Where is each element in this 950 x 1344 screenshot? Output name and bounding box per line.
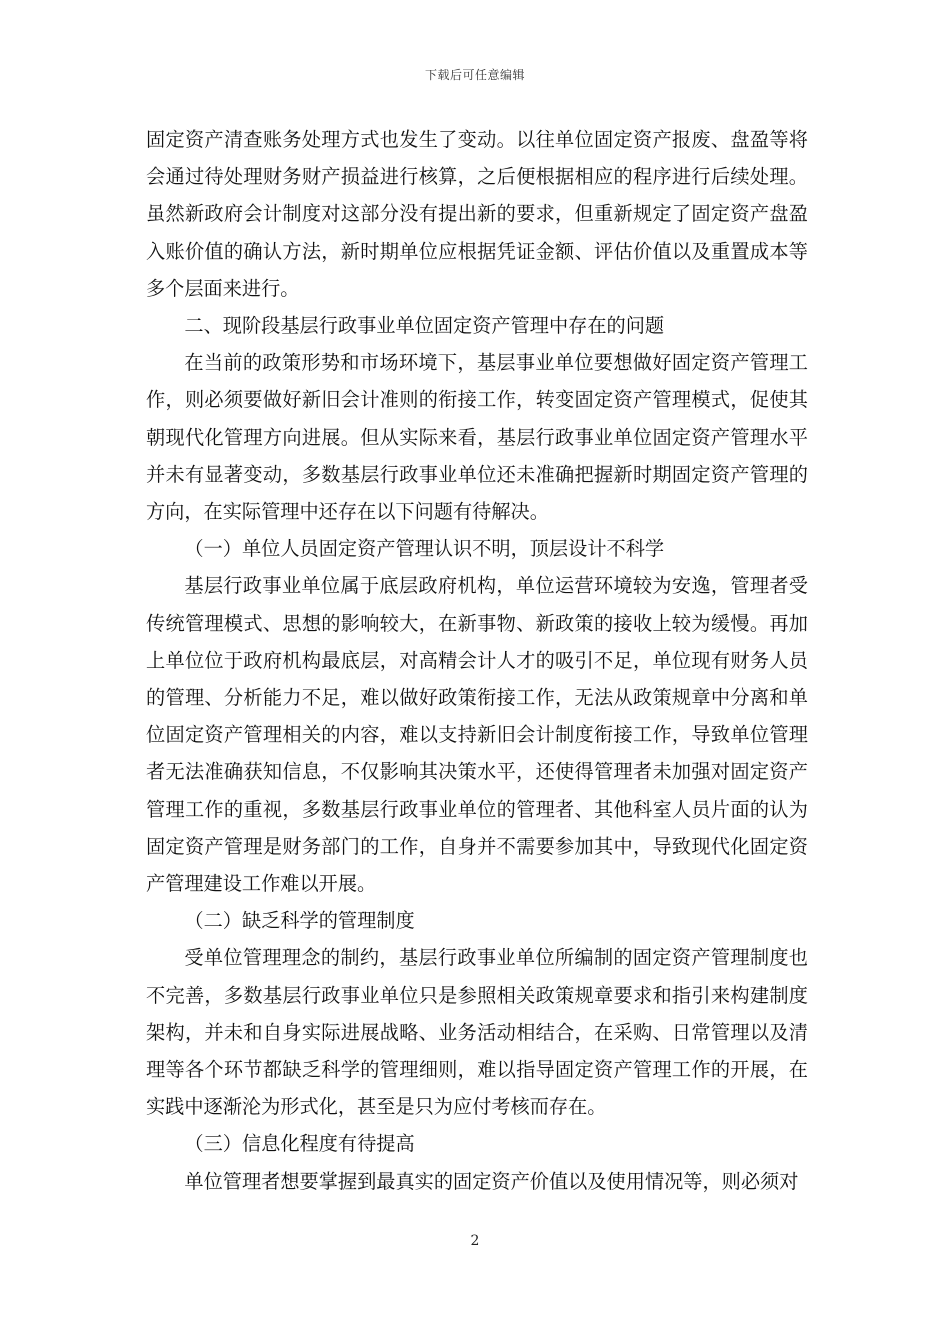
paragraph: 基层行政事业单位属于底层政府机构，单位运营环境较为安逸，管理者受传统管理模式、思想的影响较大，在新事物、新政策的接收上较为缓慢。再加上单位位于政府机构最底层，对高精会计人才的吸引不足，单位现有财务人员的管理、分析能力不足，难以做好政策衔接工作，无法从政策规章中分离和单位固定资产管理相关的内容，难以支持新旧会计制度衔接工作，导致单位管理者无法准确获知信息，不仅影响其决策水平，还使得管理者未加强对固定资产管理工作的重视，多数基层行政事业单位的管理者、其他科室人员片面的认为固定资产管理是财务部门的工作，自身并不需要参加其中，导致现代化固定资产管理建设工作难以开展。 — [146, 574, 808, 896]
subsection-heading: （二）缺乏科学的管理制度 — [184, 909, 415, 933]
section-heading: 二、现阶段基层行政事业单位固定资产管理中存在的问题 — [184, 314, 665, 338]
paragraph: 在当前的政策形势和市场环境下，基层事业单位要想做好固定资产管理工作，则必须要做好新旧会计准则的衔接工作，转变固定资产管理模式，促使其朝现代化管理方向进展。但从实际来看，基层行政事业单位固定资产管理水平并未有显著变动，多数基层行政事业单位还未准确把握新时期固定资产管理的方向，在实际管理中还存在以下问题有待解决。 — [146, 351, 808, 524]
page-header: 下载后可任意编辑 — [424, 68, 525, 82]
subsection-heading: （三）信息化程度有待提高 — [184, 1132, 415, 1156]
paragraph-continuation: 固定资产清查账务处理方式也发生了变动。以往单位固定资产报废、盘盈等将会通过待处理财务财产损益进行核算，之后便根据相应的程序进行后续处理。虽然新政府会计制度对这部分没有提出新的要求，但重新规定了固定资产盘盈入账价值的确认方法，新时期单位应根据凭证金额、评估价值以及重置成本等多个层面来进行。 — [146, 128, 808, 300]
page-number: 2 — [470, 1233, 480, 1249]
subsection-heading: （一）单位人员固定资产管理认识不明，顶层设计不科学 — [184, 537, 665, 561]
document-body — [146, 121, 808, 1200]
paragraph: 受单位管理理念的制约，基层行政事业单位所编制的固定资产管理制度也不完善，多数基层行政事业单位只是参照相关政策规章要求和指引来构建制度架构，并未和自身实际进展战略、业务活动相结合，在采购、日常管理以及清理等各个环节都缺乏科学的管理细则，难以指导固定资产管理工作的开展，在实践中逐渐沦为形式化，甚至是只为应付考核而存在。 — [146, 946, 808, 1119]
paragraph: 单位管理者想要掌握到最真实的固定资产价值以及使用情况等，则必须对 — [184, 1169, 799, 1193]
